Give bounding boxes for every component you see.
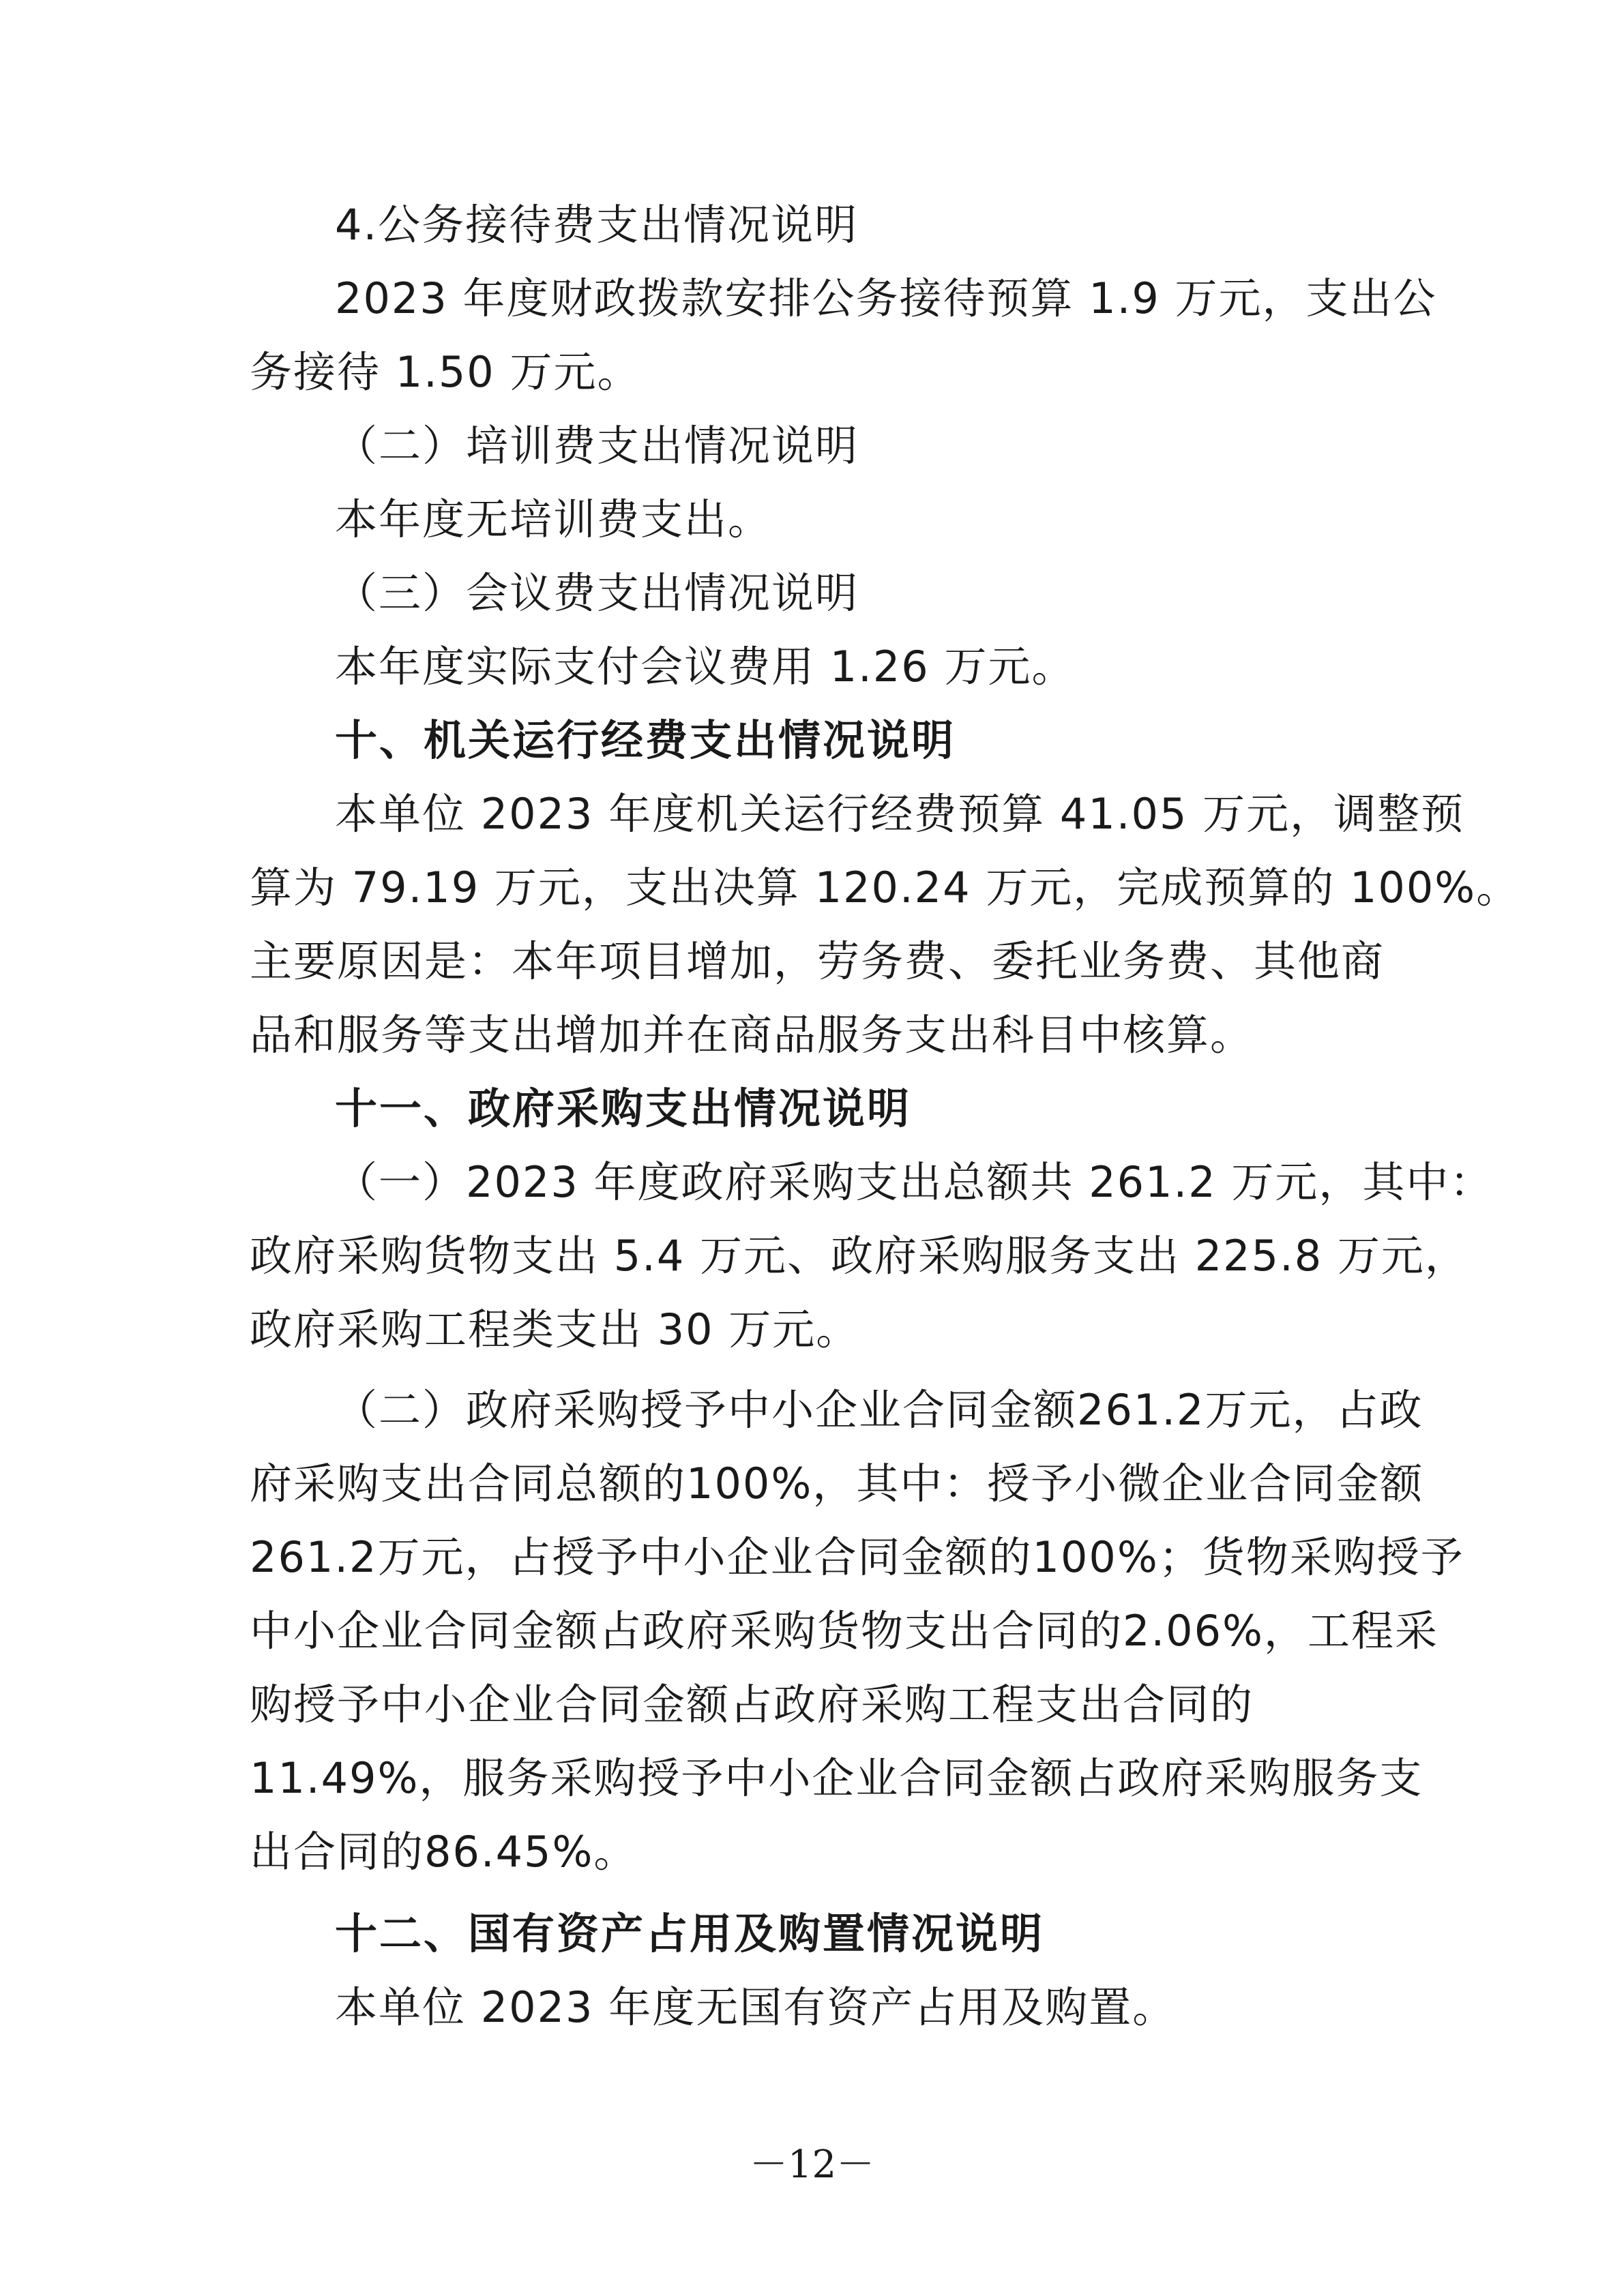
paragraph-line: 务接待 1.50 万元。: [250, 347, 641, 397]
paragraph-line: 11.49%，服务采购授予中小企业合同金额占政府采购服务支: [250, 1753, 1423, 1803]
paragraph-line: 本年度无培训费支出。: [335, 494, 772, 544]
section-heading: 十二、国有资产占用及购置情况说明: [335, 1909, 1045, 1958]
paragraph-line: 算为 79.19 万元，支出决算 120.24 万元，完成预算的 100%。: [250, 863, 1520, 912]
paragraph-line: 政府采购货物支出 5.4 万元、政府采购服务支出 225.8 万元，: [250, 1231, 1468, 1281]
section-heading: 十、机关运行经费支出情况说明: [335, 715, 956, 765]
paragraph-line: 主要原因是：本年项目增加，劳务费、委托业务费、其他商: [250, 936, 1385, 986]
paragraph-line: 府采购支出合同总额的100%，其中：授予小微企业合同金额: [250, 1459, 1424, 1508]
paragraph-line: （一）2023 年度政府采购支出总额共 261.2 万元，其中：: [335, 1157, 1494, 1207]
paragraph-line: 261.2万元，占授予中小企业合同金额的100%；货物采购授予: [250, 1532, 1464, 1582]
paragraph-line: 本单位 2023 年度机关运行经费预算 41.05 万元，调整预: [335, 789, 1465, 839]
paragraph-line: 2023 年度财政拨款安排公务接待预算 1.9 万元，支出公: [335, 273, 1437, 323]
paragraph-line: 出合同的86.45%。: [250, 1827, 638, 1877]
paragraph-line: 品和服务等支出增加并在商品服务支出科目中核算。: [250, 1010, 1254, 1060]
paragraph-line: 本年度实际支付会议费用 1.26 万元。: [335, 642, 1076, 691]
subsection-title: （三）会议费支出情况说明: [335, 568, 859, 618]
paragraph-line: 政府采购工程类支出 30 万元。: [250, 1304, 860, 1354]
paragraph-line: 购授予中小企业合同金额占政府采购工程支出合同的: [250, 1680, 1254, 1729]
paragraph-line: 本单位 2023 年度无国有资产占用及购置。: [335, 1982, 1177, 2032]
subsection-title: （二）培训费支出情况说明: [335, 421, 859, 471]
subsection-title: 4.公务接待费支出情况说明: [335, 200, 859, 250]
paragraph-line: 中小企业合同金额占政府采购货物支出合同的2.06%，工程采: [250, 1606, 1438, 1656]
paragraph-line: （二）政府采购授予中小企业合同金额261.2万元，占政: [335, 1385, 1423, 1435]
section-heading: 十一、政府采购支出情况说明: [335, 1084, 912, 1133]
page-number: －12－: [749, 2143, 875, 2187]
